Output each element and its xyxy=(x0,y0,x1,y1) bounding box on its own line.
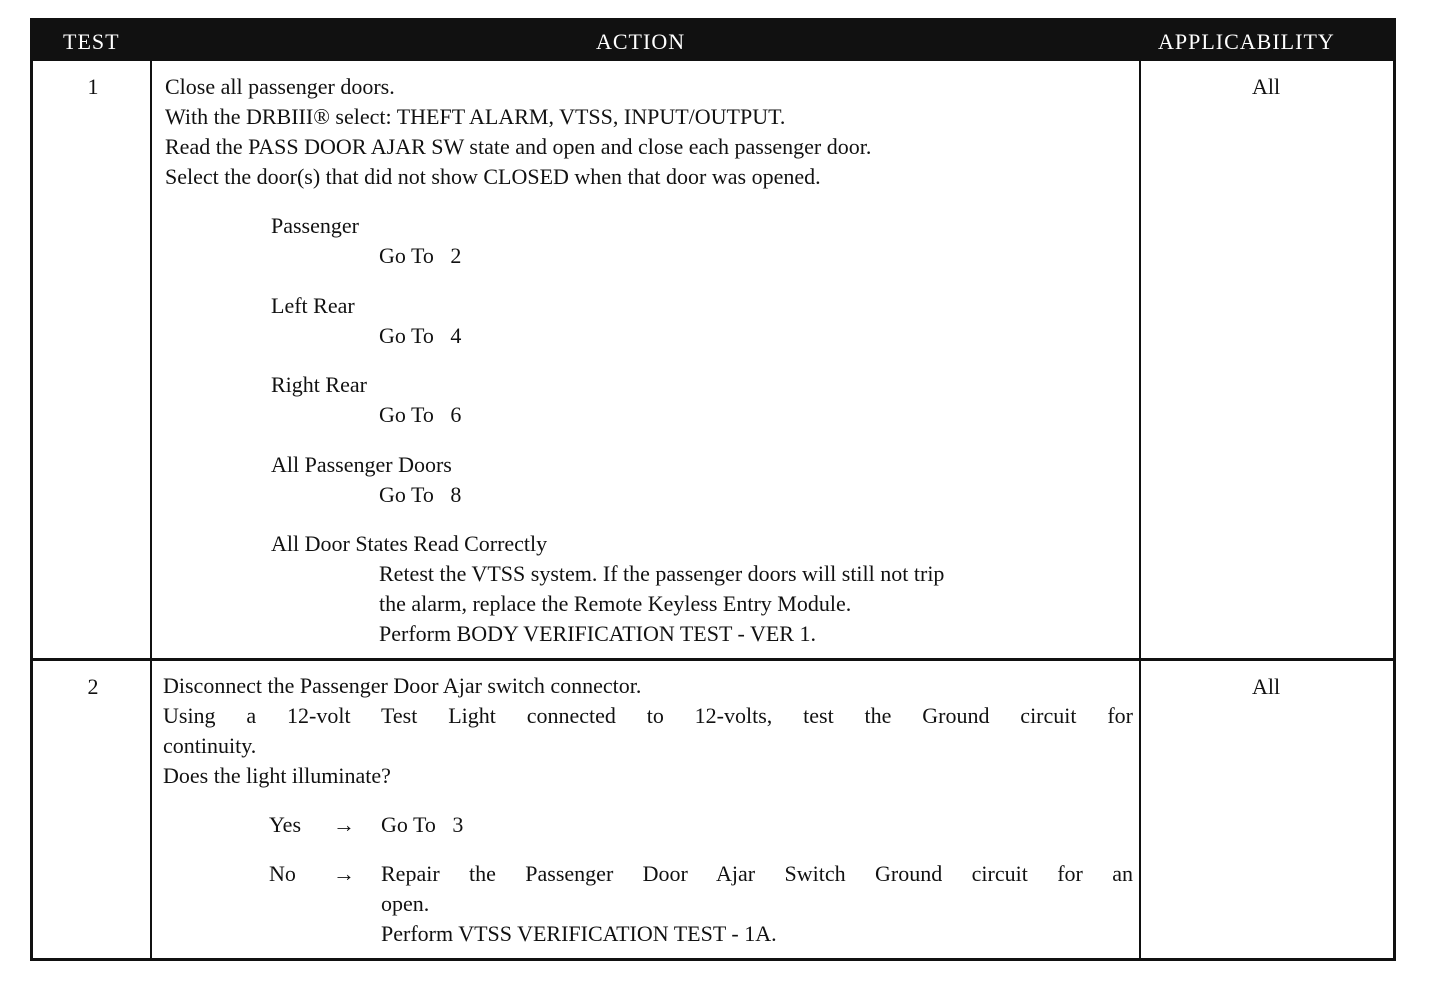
action-line: With the DRBIII® select: THEFT ALARM, VTSS, INPUT/OUTPUT. xyxy=(165,104,786,129)
applicability-value: All xyxy=(1251,74,1281,99)
option-result: Go To 6 xyxy=(379,402,462,427)
answer-label: Yes xyxy=(269,812,302,837)
option-result-line: Retest the VTSS system. If the passenger doors will still not trip xyxy=(379,561,945,586)
answer-result-line: Go To 3 xyxy=(381,812,464,837)
action-line: Select the door(s) that did not show CLOSED when that door was opened. xyxy=(165,164,821,189)
option-label: Left Rear xyxy=(271,293,355,318)
column-divider xyxy=(150,61,152,958)
action-line: Read the PASS DOOR AJAR SW state and open and close each passenger door. xyxy=(165,134,872,159)
action-line: Does the light illuminate? xyxy=(163,763,391,788)
arrow-icon: → xyxy=(333,812,355,837)
answer-result-line: Perform VTSS VERIFICATION TEST - 1A. xyxy=(381,921,777,946)
option-result-line: Perform BODY VERIFICATION TEST - VER 1. xyxy=(379,621,816,646)
option-label: Passenger xyxy=(271,213,359,238)
option-result: Go To 4 xyxy=(379,323,462,348)
option-result: Go To 8 xyxy=(379,482,462,507)
header-applicability: APPLICABILITY xyxy=(1158,29,1335,54)
diagnostic-table xyxy=(30,18,1396,961)
option-result: Go To 2 xyxy=(379,243,462,268)
test-number: 2 xyxy=(87,674,99,699)
option-label: Right Rear xyxy=(271,372,367,397)
action-line: Disconnect the Passenger Door Ajar switch connector. xyxy=(163,673,642,698)
answer-label: No xyxy=(269,861,296,886)
action-line: continuity. xyxy=(163,733,257,758)
action-line: Using a 12-volt Test Light connected to 12-volts, test the Ground circuit for xyxy=(163,703,1133,728)
option-label: All Passenger Doors xyxy=(271,452,452,477)
option-result-line: the alarm, replace the Remote Keyless Entry Module. xyxy=(379,591,852,616)
applicability-value: All xyxy=(1251,674,1281,699)
column-divider xyxy=(1139,61,1141,958)
answer-result-line: open. xyxy=(381,891,430,916)
table-header xyxy=(33,21,1393,61)
action-line: Close all passenger doors. xyxy=(165,74,395,99)
option-label: All Door States Read Correctly xyxy=(271,531,548,556)
row-divider xyxy=(33,658,1393,661)
header-action: ACTION xyxy=(596,29,686,54)
arrow-icon: → xyxy=(333,861,355,886)
header-test: TEST xyxy=(63,29,120,54)
answer-result-line: Repair the Passenger Door Ajar Switch Ground circuit for an xyxy=(381,861,1133,886)
test-number: 1 xyxy=(87,74,99,99)
